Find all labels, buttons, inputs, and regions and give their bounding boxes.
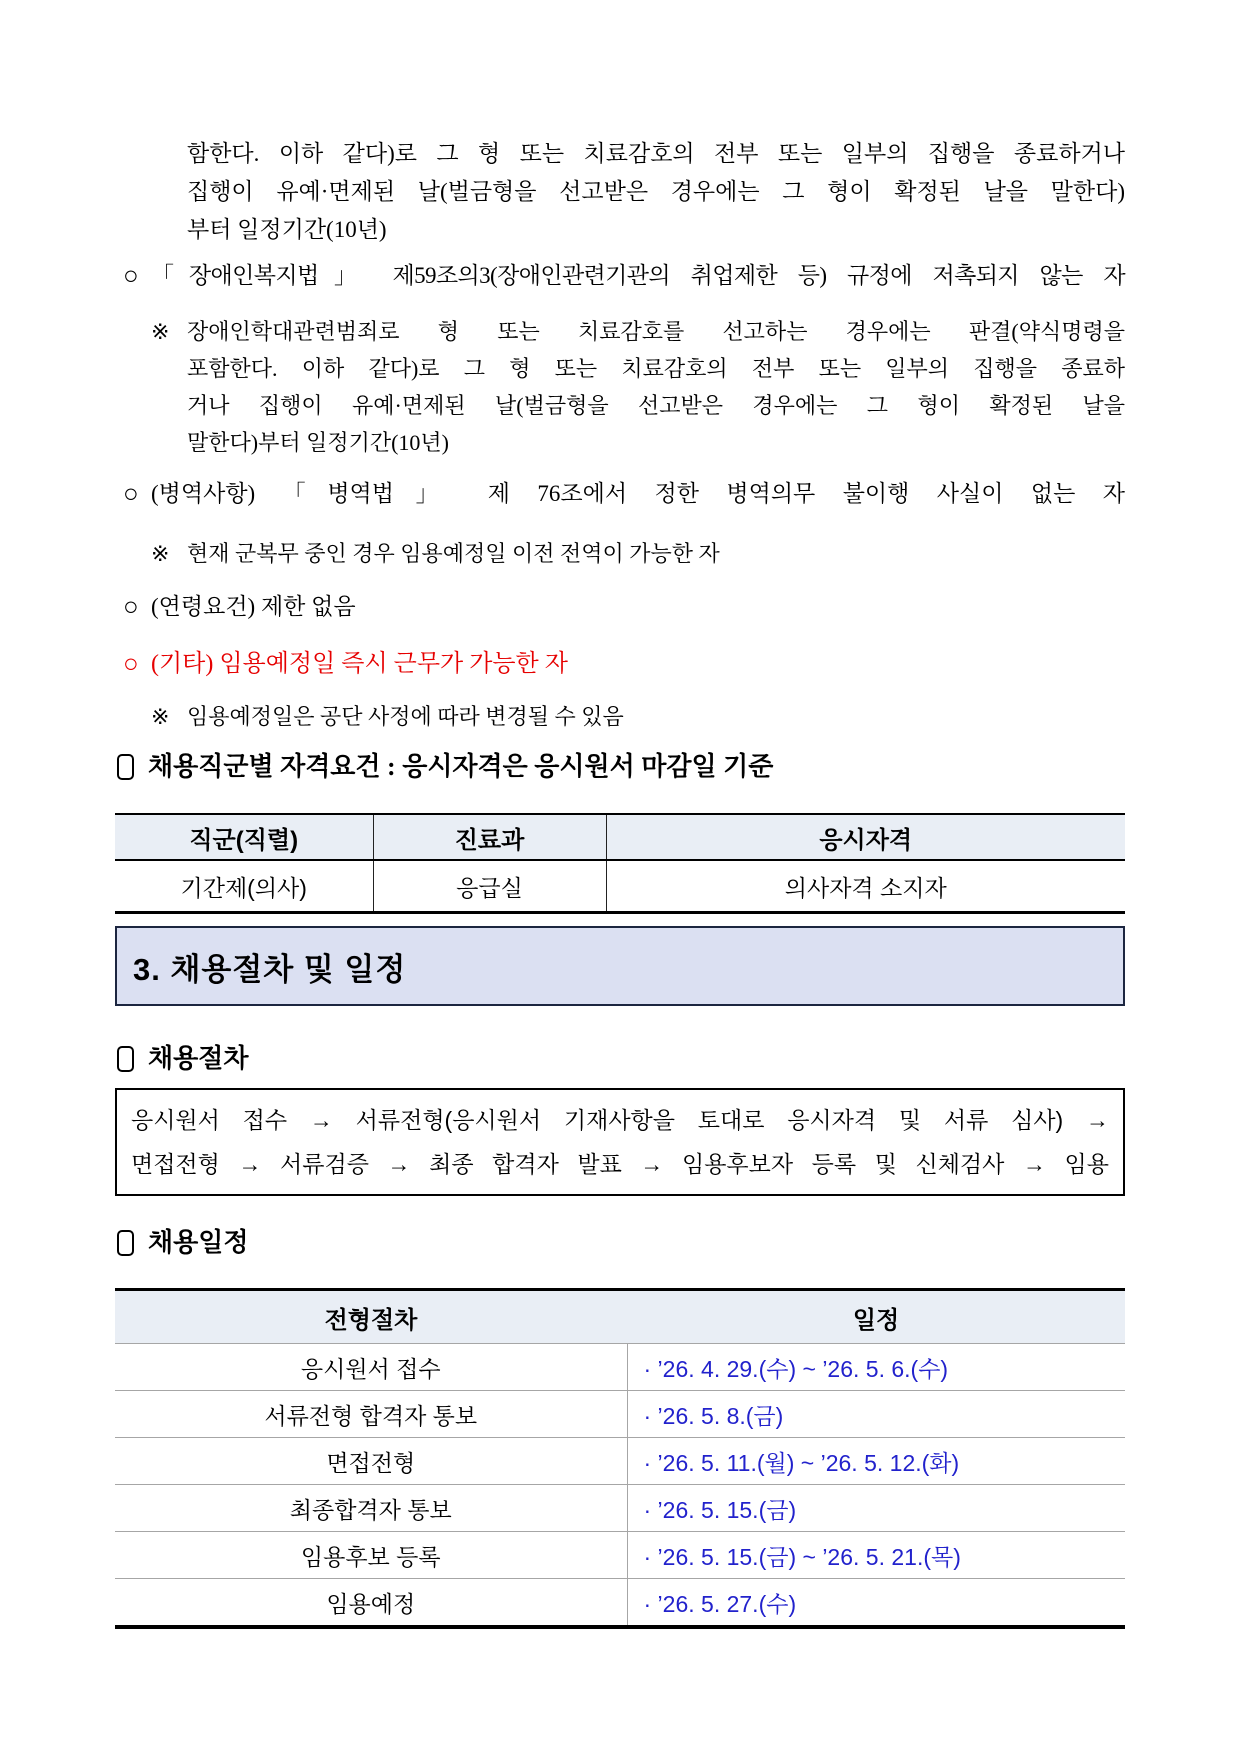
- table-row: [115, 1579, 1125, 1628]
- qual-header-eligibility: 응시자격: [606, 814, 1125, 860]
- schedule-heading-text: 채용일정: [148, 1228, 249, 1257]
- procedure-flow-line: 응시원서 접수 → 서류전형(응시원서 기재사항을 토대로 응시자격 및 서류 심사) →: [131, 1107, 1109, 1133]
- table-row: [115, 1438, 1125, 1485]
- square-bullet-icon: [117, 1230, 134, 1256]
- table-row: [115, 1532, 1125, 1579]
- square-bullet-icon: [117, 1046, 134, 1072]
- procedure-flow-box: [115, 1088, 1125, 1196]
- schedule-heading: [115, 1223, 1125, 1263]
- schedule-date: · ’26. 5. 27.(수): [627, 1579, 1125, 1628]
- note-line: 현재 군복무 중인 경우 임용예정일 이전 전역이 가능한 자: [187, 541, 720, 566]
- note-welfare: [151, 313, 1125, 461]
- qualification-heading: [115, 747, 1125, 787]
- schedule-header-date: 일정: [627, 1290, 1125, 1344]
- note-line: 임용예정일은 공단 사정에 따라 변경될 수 있음: [187, 704, 624, 729]
- circle-bullet-icon: ○: [123, 261, 139, 290]
- note-line: 말한다)부터 일정기간(10년): [187, 430, 449, 455]
- qual-cell-jobgroup: 기간제(의사): [180, 874, 307, 901]
- qualification-table-header-row: [115, 814, 1125, 860]
- schedule-header-step: 전형절차: [115, 1290, 627, 1344]
- circle-bullet-icon: ○: [123, 479, 139, 508]
- procedure-heading: [115, 1039, 1125, 1079]
- bullet-etc-text: (기타) 임용예정일 즉시 근무가 가능한 자: [151, 651, 568, 677]
- square-bullet-icon: [117, 754, 134, 780]
- schedule-step: 응시원서 접수: [115, 1344, 627, 1391]
- table-row: [115, 1391, 1125, 1438]
- reference-mark-icon: ※: [151, 541, 170, 566]
- bullet-military-text: (병역사항) 「병역법」 제 76조에서 정한 병역의무 불이행 사실이 없는 자: [151, 481, 1125, 506]
- document-content: [115, 135, 1125, 1629]
- bullet-welfare-law: [115, 257, 1125, 295]
- bullet-age: [115, 588, 1125, 626]
- qualification-table: [115, 813, 1125, 914]
- schedule-date: · ’26. 5. 15.(금): [627, 1485, 1125, 1532]
- bullet-military: [115, 475, 1125, 513]
- schedule-step: 최종합격자 통보: [115, 1485, 627, 1532]
- bullet-etc-red: [115, 645, 1125, 683]
- schedule-table-header-row: [115, 1290, 1125, 1344]
- reference-mark-icon: ※: [151, 704, 170, 729]
- schedule-date: · ’26. 4. 29.(수) ~ ’26. 5. 6.(수): [627, 1344, 1125, 1391]
- schedule-step: 서류전형 합격자 통보: [115, 1391, 627, 1438]
- intro-paragraph: [115, 135, 1125, 249]
- note-line: 거나 집행이 유예·면제된 날(벌금형을 선고받은 경우에는 그 형이 확정된 날을: [187, 393, 1125, 418]
- qual-header-jobgroup: 직군(직렬): [115, 814, 373, 860]
- schedule-step: 임용후보 등록: [115, 1532, 627, 1579]
- schedule-step: 임용예정: [326, 1590, 416, 1617]
- note-line: 포함한다. 이하 같다)로 그 형 또는 치료감호의 전부 또는 일부의 집행을 종료하: [187, 356, 1125, 381]
- schedule-table: [115, 1288, 1125, 1629]
- note-military-lines: [187, 535, 1125, 572]
- reference-mark-icon: ※: [151, 319, 170, 344]
- section-3-title: 3. 채용절차 및 일정: [133, 951, 407, 987]
- qualification-heading-text: 채용직군별 자격요건 : 응시자격은 응시원서 마감일 기준: [148, 752, 774, 781]
- note-welfare-lines: [187, 313, 1125, 461]
- schedule-date: · ’26. 5. 11.(월) ~ ’26. 5. 12.(화): [627, 1438, 1125, 1485]
- circle-bullet-icon: ○: [123, 592, 139, 621]
- bullet-age-text: (연령요건) 제한 없음: [151, 594, 356, 619]
- table-row: [115, 860, 1125, 913]
- schedule-date: · ’26. 5. 15.(금) ~ ’26. 5. 21.(목): [627, 1532, 1125, 1579]
- note-etc: [151, 698, 1125, 735]
- procedure-heading-text: 채용절차: [148, 1044, 249, 1073]
- qual-cell-department: 응급실: [373, 860, 606, 913]
- intro-line: 부터 일정기간(10년): [187, 217, 387, 242]
- note-line: 장애인학대관련범죄로 형 또는 치료감호를 선고하는 경우에는 판결(약식명령을: [187, 319, 1125, 344]
- circle-bullet-icon: ○: [123, 649, 139, 678]
- qual-header-department: 진료과: [373, 814, 606, 860]
- intro-line: 함한다. 이하 같다)로 그 형 또는 치료감호의 전부 또는 일부의 집행을 종료하거나: [187, 141, 1125, 166]
- schedule-date: · ’26. 5. 8.(금): [627, 1391, 1125, 1438]
- note-military: [151, 535, 1125, 572]
- note-etc-lines: [187, 698, 1125, 735]
- section-3-banner: [115, 926, 1125, 1006]
- qual-cell-eligibility: 의사자격 소지자: [606, 860, 1125, 913]
- table-row: [115, 1485, 1125, 1532]
- procedure-flow-line: 면접전형 → 서류검증 → 최종 합격자 발표 → 임용후보자 등록 및 신체검사 → 임용: [131, 1151, 1109, 1177]
- schedule-step: 면접전형: [115, 1438, 627, 1485]
- intro-line: 집행이 유예·면제된 날(벌금형을 선고받은 경우에는 그 형이 확정된 날을 말한다): [187, 179, 1125, 204]
- bullet-welfare-law-text: 「장애인복지법」 제59조의3(장애인관련기관의 취업제한 등) 규정에 저촉되지 않는 자: [151, 263, 1125, 288]
- table-row: [115, 1344, 1125, 1391]
